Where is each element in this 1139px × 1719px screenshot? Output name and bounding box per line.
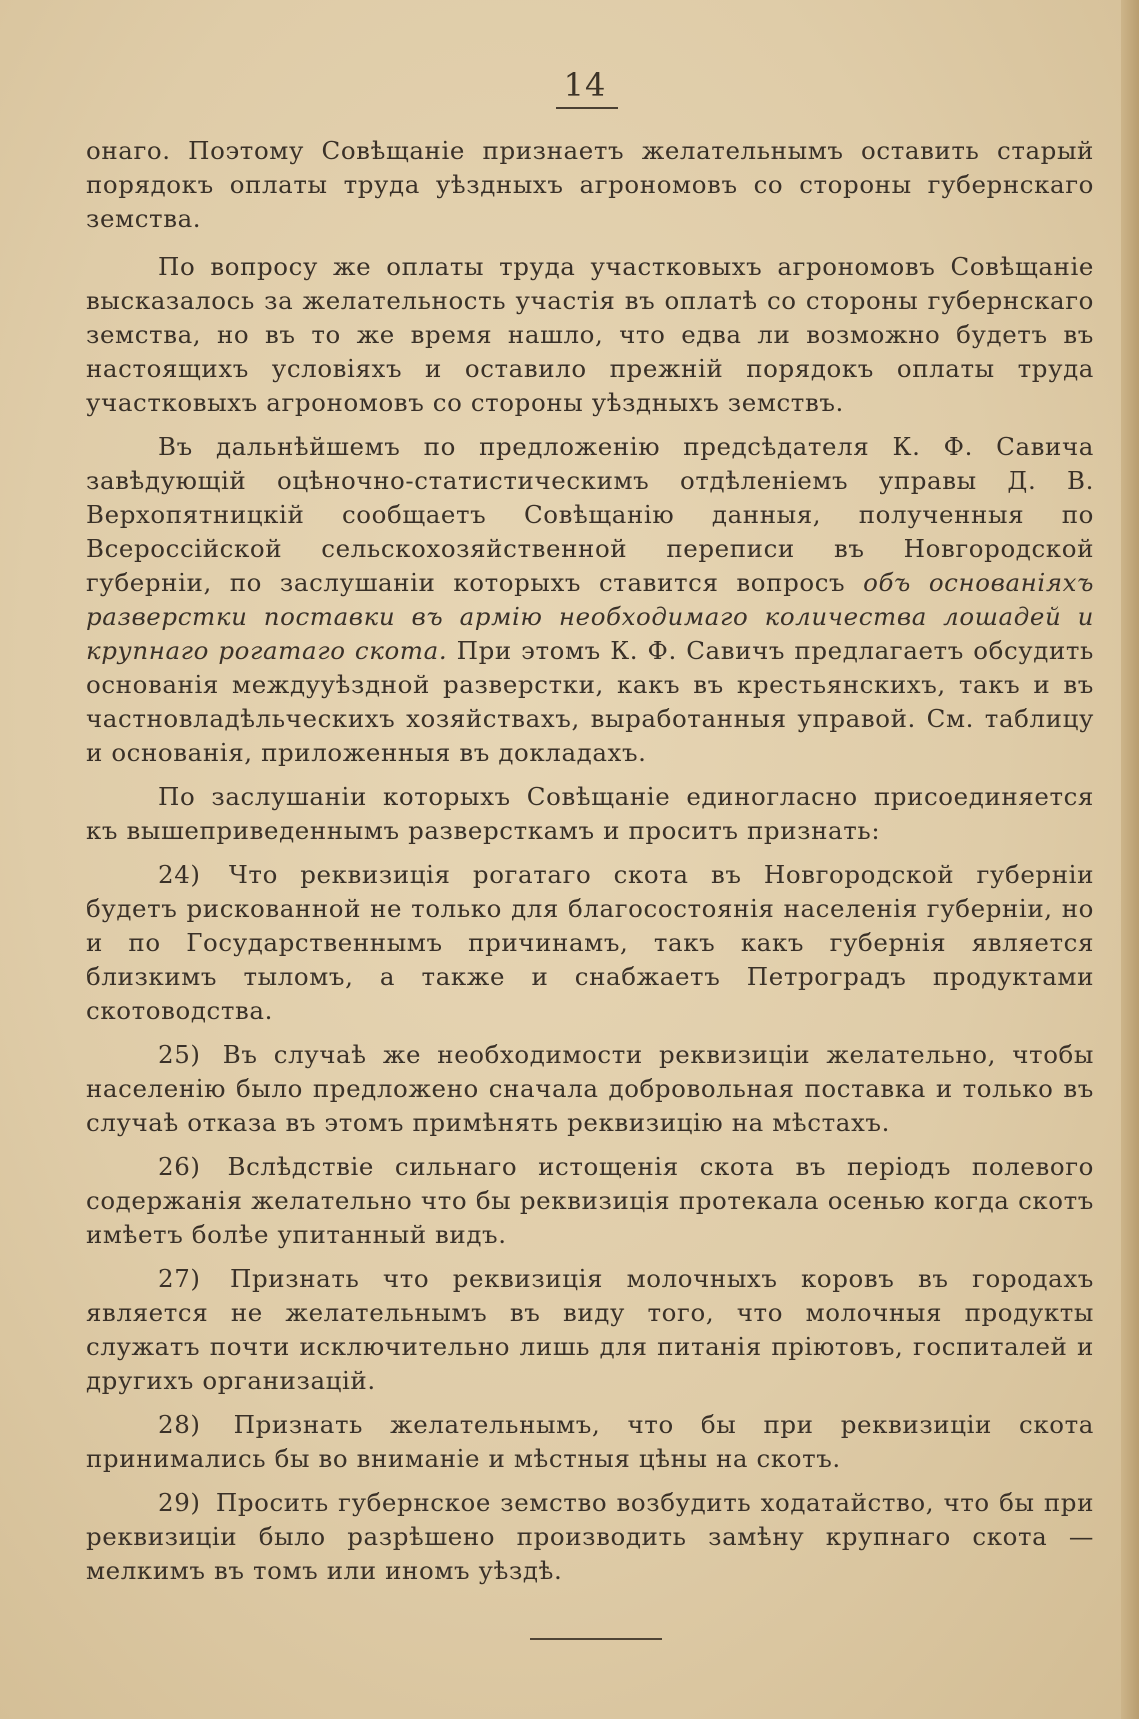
page-number-underline xyxy=(556,107,618,109)
resolution-item xyxy=(86,1408,1094,1476)
resolution-number: 28) xyxy=(158,1410,201,1439)
resolution-number: 26) xyxy=(158,1152,201,1181)
resolution-item xyxy=(86,1262,1094,1398)
resolution-item xyxy=(86,1486,1094,1588)
resolution-item xyxy=(86,858,1094,1028)
resolution-text: Признать желательнымъ, что бы при реквизиціи скота принимались бы во вниманіе и мѣстныя цѣны на скотъ. xyxy=(86,1410,1094,1473)
resolution-number: 25) xyxy=(158,1040,201,1069)
document-body xyxy=(86,134,1094,1598)
paragraph-continuation: онаго. Поэтому Совѣщаніе признаетъ желательнымъ оставить старый порядокъ оплаты труда уѣздныхъ агрономовъ со стороны губернскаго земства. xyxy=(86,136,1094,233)
resolution-text: Просить губернское земство возбудить ходатайство, что бы при реквизиціи было разрѣшено производить замѣну крупнаго скота — мелкимъ въ томъ или иномъ уѣздѣ. xyxy=(86,1488,1095,1585)
end-divider-rule xyxy=(530,1638,662,1640)
resolution-text: Признать что реквизиція молочныхъ коровъ въ городахъ является не желательнымъ въ виду того, что молочныя продукты служатъ почти исключительно лишь для питанія пріютовъ, госпиталей и другихъ организацій. xyxy=(86,1264,1094,1395)
page-number: 14 xyxy=(563,66,607,104)
paragraph-census-report xyxy=(86,430,1094,770)
page-spine-shadow xyxy=(1121,0,1139,1719)
paragraph-census-end: При этомъ К. Ф. Савичъ предлагаетъ обсудить основанія междууѣздной разверстки, какъ въ крестьянскихъ, такъ и въ частновладѣльческихъ хозяйствахъ, выработанныя управой. См. таблицу и основанія, приложенныя въ докладахъ. xyxy=(86,636,1094,767)
paragraph-census-start: Въ дальнѣйшемъ по предложенію предсѣдателя К. Ф. Савича завѣдующій оцѣночно-статистическимъ отдѣленіемъ управы Д. В. Верхопятницкій сообщаетъ Совѣщанію данныя, полученныя по Всероссійской сельскохозяйственной переписи въ Новгородской губерніи, по заслушаніи которыхъ ставится вопросъ xyxy=(86,432,1094,597)
paragraph-resolution-intro: По заслушаніи которыхъ Совѣщаніе единогласно присоединяется къ вышеприведеннымъ разверсткамъ и проситъ признать: xyxy=(86,782,1094,845)
resolution-number: 24) xyxy=(158,860,201,889)
resolution-text: Вслѣдствіе сильнаго истощенія скота въ періодъ полевого содержанія желательно что бы реквизиція протекала осенью когда скотъ имѣетъ болѣе упитанный видъ. xyxy=(86,1152,1095,1249)
resolution-item xyxy=(86,1038,1094,1140)
resolution-item xyxy=(86,1150,1094,1252)
resolution-number: 27) xyxy=(158,1264,201,1293)
resolution-number: 29) xyxy=(158,1488,201,1517)
paragraph-census-italic-topic: объ основаніяхъ разверстки поставки въ армію необходимаго количества лошадей и крупнаго рогатаго скота. xyxy=(86,568,1094,665)
resolution-text: Что реквизиція рогатаго скота въ Новгородской губерніи будетъ рискованной не только для благосостоянія населенія губерніи, но и по Государственнымъ причинамъ, такъ какъ губернія является близкимъ тыломъ, а также и снабжаетъ Петроградъ продуктами скотоводства. xyxy=(86,860,1094,1025)
paragraph-agronomists-pay: По вопросу же оплаты труда участковыхъ агрономовъ Совѣщаніе высказалось за желательность участія въ оплатѣ со стороны губернскаго земства, но въ то же время нашло, что едва ли возможно будетъ въ настоящихъ условіяхъ и оставило прежній порядокъ оплаты труда участковыхъ агрономовъ со стороны уѣздныхъ земствъ. xyxy=(86,252,1094,417)
resolution-text: Въ случаѣ же необходимости реквизиціи желательно, чтобы населенію было предложено сначала добровольная поставка и только въ случаѣ отказа въ этомъ примѣнять реквизицію на мѣстахъ. xyxy=(86,1040,1094,1137)
